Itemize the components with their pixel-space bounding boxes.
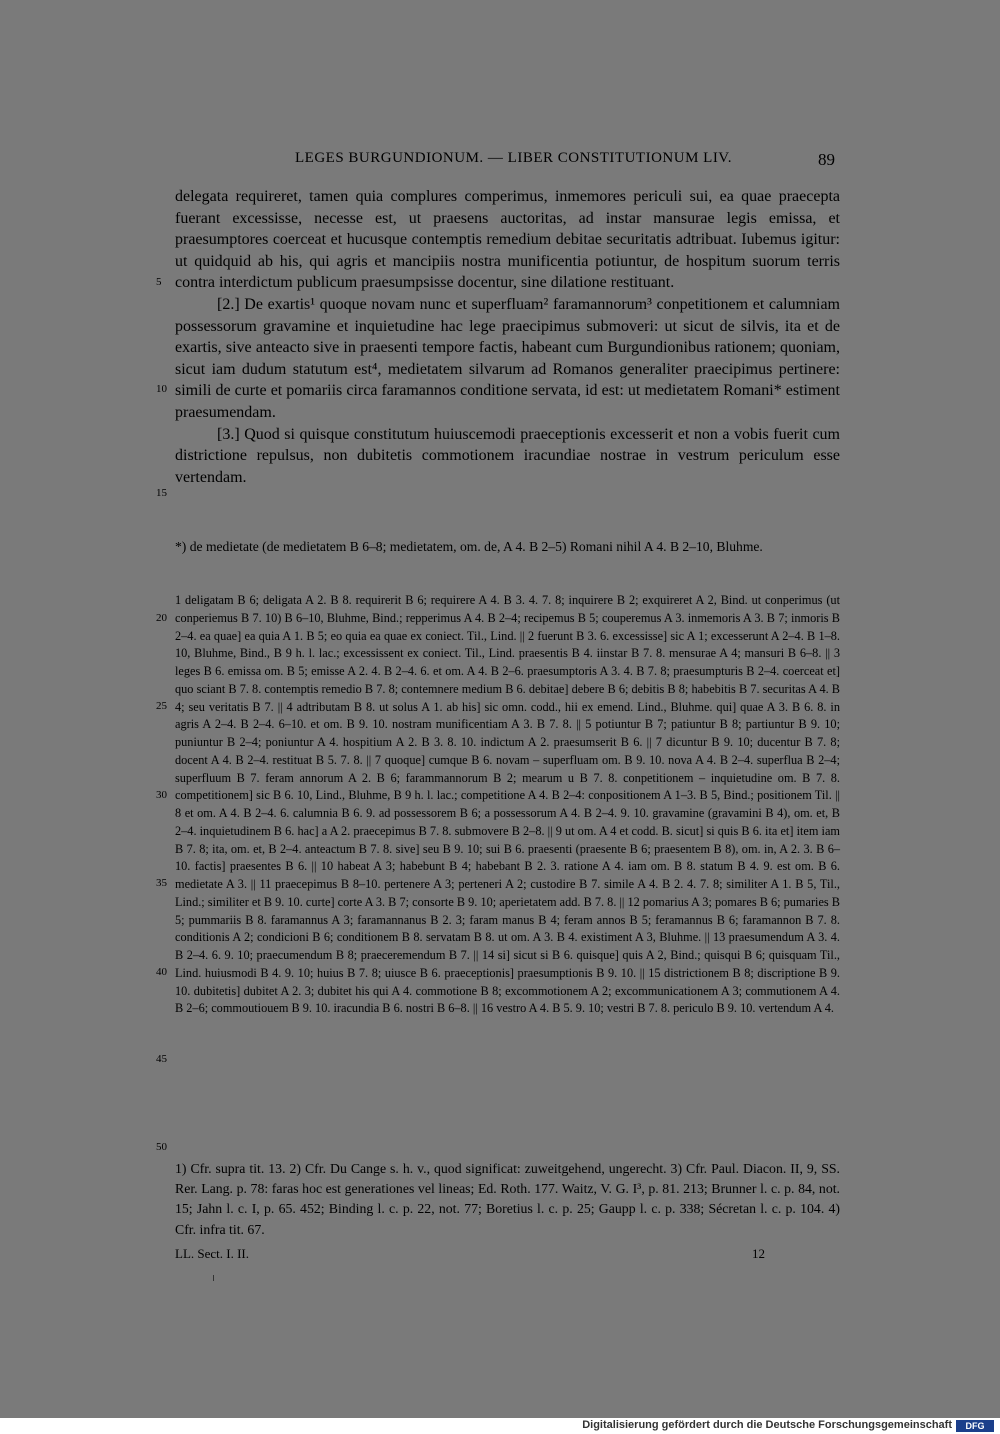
line-number: 15: [156, 487, 167, 499]
variant-line-number: 30: [156, 789, 167, 801]
paragraph-3: [3.] Quod si quisque constitutum huiuscemodi praeceptionis excesserit et non a vobis fuerit cum districtione repulsus, non dubitetis commotionem iracundiae nostrae in vestrum periculum esse vertendam.: [175, 425, 840, 486]
line-number: 10: [156, 383, 167, 395]
star-note: *) de medietate (de medietatem B 6–8; medietatem, om. de, A 4. B 2–5) Romani nihil A 4. B 2–10, Bluhme.: [175, 539, 763, 554]
variant-line-number: 25: [156, 700, 167, 712]
page-number: 89: [818, 150, 835, 169]
signature-left: LL. Sect. I. II.: [175, 1246, 250, 1261]
variant-apparatus: 1 deligatam B 6; deligata A 2. B 8. requirerit B 6; requirere A 4. B 3. 4. 7. 8; inquirere B 2; exquireret A 2, Bind. ut conperimus (ut conperiemus B 7. 10) B 6–10, Bluhme, Bind.; repperimus A 4. B 2–4; recipemus B 5; couperemus A 3. inmemoris A 3. B 7; inmoris B 2–4. ea quae] ea quia A 1. B 5; eo quia ea quae ex coniect. Til., Lind. || 2 fuerunt B 3. 6. excessisse] sic A 1; excesserunt A 2–4. B 1–8. 10, Bluhme, Bind., B 9 h. l. lac.; excessissent ex coniect. Til., Lind. praesentis B 4. iinstar B 7. 8. mensurae A 4; mansuri B 6–8. || 3 leges B 6. emissa om. B 5; emisse A 2. 4. B 2–4. 6. et om. A 4. B 2–6. praesumptoris A 3. 4. B 7. 8; praesumpturis B 2–4. coerceat et] quo sciant B 7. 8. contemptis remedio B 7. 8; contemnere medium B 6. debitae] debere B 6; debitis B 8; habebitis B 7. securitas A 4. B 4; seu veritatis B 7. || 4 adtributam B 8. ut solus A 1. ab his] sic omn. codd., hii ex emend. Lind., Bluhme. qui] quae A 3. B 6. 8. in agris A 2–4. B 2–4. 6–10. et om. B 9. 10. nostram munificentiam A 3. B 7. 8. || 5 potiuntur B 7; patiuntur B 8; partiuntur B 9. 10; puniuntur B 2–4; poniuntur A 4. hospitium A 2. B 3. 8. 10. indictum A 2. praesumserit B 6. || 7 dicuntur B 9. 10; ducentur B 7. 8; docent A 4. B 2–4. restituat B 5. 7. 8. || 7 quoque] cumque B 6. novam – superfluam om. B 9. 10. nova A 4. B 2–4. superflua B 2–4; superfluum B 7. feram annorum A 2. B 6; farammannorum B 2; mearum u B 7. 8. conpetitionem – inquietudine om. B 7. 8. competitionem] sic B 6. 10, Lind., Bluhme, B 9 h. l. lac.; competitione A 4. B 2–4: conpositionem A 1–3. B 5, Bind.; positionem Til. || 8 et om. A 4. B 2–4. 6. calumnia B 6. 9. ad possessorem B 6; a possessorum A 4. B 2–4. 9. 10. gravamine (gravamini B 4), om. et, B 2–4. inquietudinem B 6. hac] a A 2. praecepimus B 7. 8. submovere B 2–8. || 9 ut om. A 4 et codd. B. sicut] si quis B 6. ita et] item iam B 7. 8; ita, om. et, B 2–4. anteactum B 7. 8. sive] seu B 9. 10; sui B 6. praesenti (praesente B 6; praesentem B 8), om. in, A 2. 3. B 6–10. factis] praesentes B 6. || 10 habeat A 3; habebunt B 4; habebant B 2. 3. ratione A 4. iam om. B 8. statum B 4. 9. est om. B 6. medietate A 3. || 11 praecepimus B 8–10. pertenere A 3; perteneri A 2; custodire B 7. simile A 4. B 2. 4. 7. 8; similiter A 1. B 5, Til., Lind.; similiter et B 9. 10. curte] corte A 3. B 7; consorte B 9. 10; aperietatem add. B 7. 8. || 12 pomarius A 3; pomares B 6; pumaries B 5; pummariis B 8. faramannus A 3; faramannanus B 2. 3; faram manus B 4; feram annos B 5; feramannus B 6; faramannon B 7. 8. conditionis A 2; condicioni B 6; conditionem B 8. servatam B 8. ut om. A 3. B 4. existiment A 3, Bluhme. || 13 praesumendum A 3. 4. B 2–4. 6. 9. 10; praecumendum B 8; praeceremendum B 7. || 14 si] sicut si B 6. quisque] quis A 2, Bind.; quisqui B 6; quisquam Til., Lind. huiusmodi B 4. 9. 10; huius B 7. 8; uiusce B 6. praeceptionis] praesumptionis B 9. 10. || 15 districtionem B 8; discriptione B 9. 10. dubitetis] dubitet A 2. 3; dubitet his qui A 4. commotione B 8; excommotionem A 2; excommunicationem A 3; commutionem A 4. B 2–6; commoutiouem B 9. 10. iracundia B 6. nostri B 6–8. || 16 vestro A 4. B 5. 9. 10; vestri B 7. 8. periculo B 9. 10. vertendum A 4.: [175, 593, 840, 1016]
line-number: 5: [156, 276, 162, 288]
bottom-mark: [213, 1275, 214, 1281]
page-header: [0, 150, 1000, 172]
footnotes: 1) Cfr. supra tit. 13. 2) Cfr. Du Cange s. h. v., quod significat: zuweitgehend, ungerecht. 3) Cfr. Paul. Diacon. II, 9, SS. Rer. Lang. p. 78: faras hoc est generationes vel lineas; Ed. Roth. 177. Waitz, V. G. I³, p. 81. 213; Brunner l. c. p. 84, not. 15; Jahn l. c. I, p. 65. 452; Binding l. c. p. 22, not. 77; Boretius l. c. p. 25; Gaupp l. c. p. 338; Sécretan l. c. p. 104. 4) Cfr. infra tit. 67.: [175, 1161, 840, 1237]
variant-line-number: 40: [156, 966, 167, 978]
running-title: LEGES BURGUNDIONUM. — LIBER CONSTITUTIONUM LIV.: [295, 150, 732, 166]
dfg-logo-icon: DFG: [956, 1420, 994, 1432]
signature-right: 12: [752, 1246, 765, 1261]
variant-line-number: 20: [156, 612, 167, 624]
paragraph-2: [2.] De exartis¹ quoque novam nunc et superfluam² faramannorum³ conpetitionem et calumniam possessorum gravamine et inquietudine hac lege praecipimus submoveri: ut sicut de silvis, ita et de exartis, sive anteacto sive in praesenti tempore factis, habeant cum Burgundionibus rationem; quoniam, sicut iam dudum statutum est⁴, medietatem silvarum ad Romanos generaliter praecipimus pertinere: simili de curte et pomariis circa faramannos conditione servata, id est: ut medietatem Romani* estiment praesumendam.: [175, 295, 840, 421]
footer-text: Digitalisierung gefördert durch die Deutsche Forschungsgemeinschaft: [582, 1419, 952, 1431]
variant-line-number: 45: [156, 1053, 167, 1065]
paragraph-1: delegata requireret, tamen quia complures comperimus, inmemores periculi sui, ea quae praecepta fuerant excessisse, necesse est, ut praesens auctoritas, ad instar mansurae legis emissa, et praesumptores coerceat et hucusque contemptis remedium debitae securitatis adtribuat. Iubemus igitur: ut quidquid ab his, qui agris et mancipiis nostra munificentia potiuntur, de hospitum suorum terris contra interdictum publicum praesumpsisse docentur, sine dilatione restituant.: [175, 188, 840, 292]
variant-line-number: 35: [156, 877, 167, 889]
main-text: [175, 186, 840, 488]
footer-bar: [0, 1418, 1000, 1434]
variant-line-number: 50: [156, 1141, 167, 1153]
